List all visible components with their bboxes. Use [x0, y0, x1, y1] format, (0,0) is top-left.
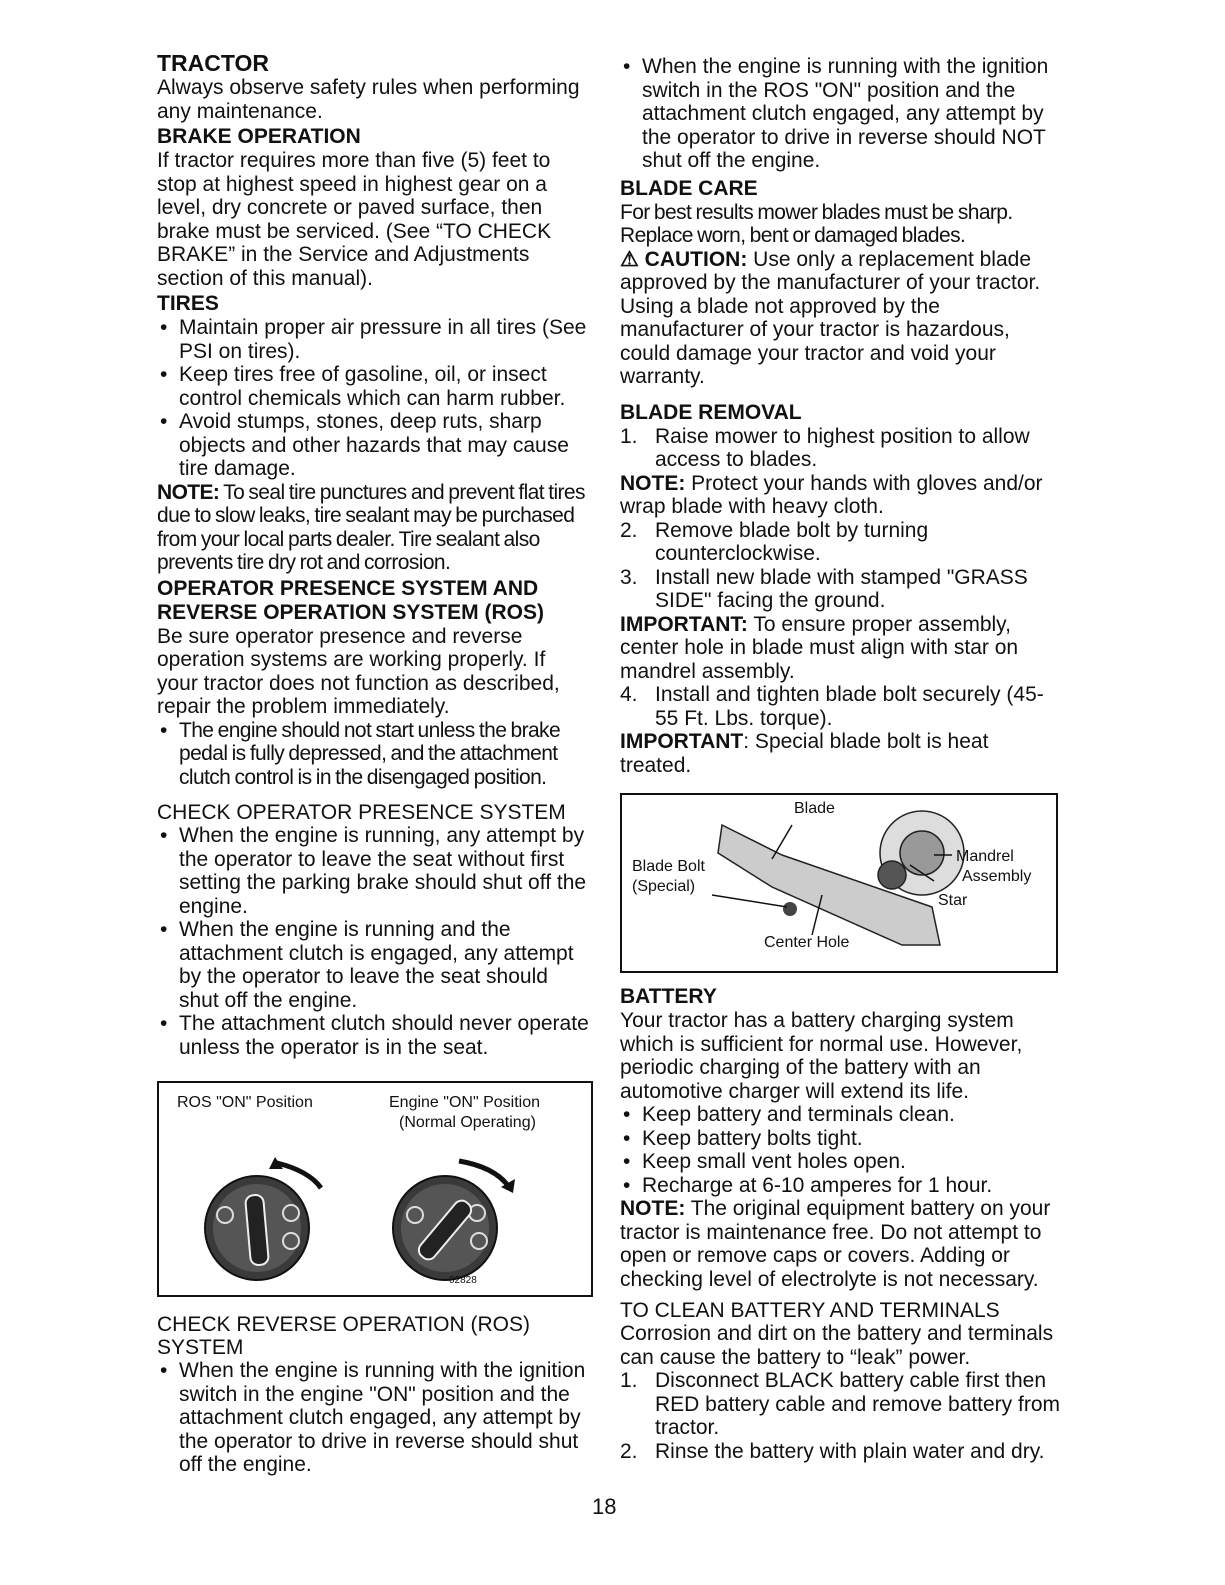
list-item: • Keep tires free of gasoline, oil, or insect control chemicals which can harm rubber.: [157, 363, 589, 410]
check-operator-heading: CHECK OPERATOR PRESENCE SYSTEM: [157, 801, 566, 824]
left-column: [157, 50, 589, 1477]
brake-heading: BRAKE OPERATION: [157, 125, 361, 148]
list-item: • Keep battery and terminals clean.: [620, 1103, 1060, 1127]
engine-on-label: Engine "ON" Position: [389, 1094, 540, 1111]
list-item: 4. Install and tighten blade bolt securely (45-55 Ft. Lbs. torque).: [620, 683, 1044, 730]
tires-heading: TIRES: [157, 292, 219, 315]
ros-on-label: ROS "ON" Position: [177, 1094, 313, 1111]
list-item: • Keep small vent holes open.: [620, 1150, 1060, 1174]
caution-label: ⚠ CAUTION:: [620, 247, 748, 271]
battery-note: NOTE: The original equipment battery on your tractor is maintenance free. Do not attempt to open or remove caps or covers. Adding or checking level of electrolyte is not necessary.: [620, 1197, 1051, 1291]
note-text: To seal tire punctures and prevent flat tires due to slow leaks, tire sealant may be purchased from your local parts dealer. Tire sealant also prevents tire dry rot and corrosion.: [157, 480, 585, 574]
blade-care-text: For best results mower blades must be sharp. Replace worn, bent or damaged blades.: [620, 200, 1013, 247]
engine-dial-icon: [393, 1161, 515, 1280]
mandrel-icon: [878, 811, 964, 895]
ignition-switch-figure: [157, 1081, 593, 1297]
list-item: 2. Remove blade bolt by turning counterclockwise.: [620, 518, 929, 565]
important-note-1: IMPORTANT: To ensure proper assembly, center hole in blade must align with star on mandrel assembly.: [620, 612, 1019, 683]
list-item: • Maintain proper air pressure in all tires (See PSI on tires).: [157, 316, 589, 363]
ops-heading: OPERATOR PRESENCE SYSTEM AND REVERSE OPERATION SYSTEM (ROS): [157, 576, 544, 624]
list-item: • When the engine is running with the ignition switch in the engine "ON" position and the attachment clutch engaged, any attempt by the operator to drive in reverse should shut off the engine.: [157, 1359, 589, 1477]
right-column: [620, 55, 1060, 1463]
tires-note: [157, 481, 589, 575]
blade-steps-2: [620, 519, 1060, 613]
center-hole-label: Center Hole: [764, 934, 850, 951]
bolt-icon: [783, 902, 797, 916]
page-number: 18: [592, 1494, 617, 1519]
ros-dial-icon: [205, 1157, 321, 1280]
list-item: • The engine should not start unless the brake pedal is fully depressed, and the attachment clutch control is in the disengaged position.: [157, 719, 589, 790]
list-item: • Keep battery bolts tight.: [620, 1127, 1060, 1151]
note-label: NOTE:: [157, 480, 220, 504]
list-item: • When the engine is running with the ignition switch in the ROS "ON" position and the attachment clutch engaged, any attempt by the operator to drive in reverse should NOT shut off the engine.: [620, 55, 1060, 173]
ros-list: [620, 55, 1060, 173]
clean-battery-text: Corrosion and dirt on the battery and terminals can cause the battery to “leak” power.: [620, 1322, 1054, 1369]
blade-note: NOTE: Protect your hands with gloves and/or wrap blade with heavy cloth.: [620, 471, 1043, 518]
blade-figure: [620, 793, 1058, 973]
brake-text: If tractor requires more than five (5) feet to stop at highest speed in highest gear on a level, dry concrete or paved surface, then brake must be serviced. (See “TO CHECK BRAKE” in the Service and Adjustments section of this manual).: [157, 149, 552, 290]
figure-code: 02828: [449, 1275, 477, 1286]
list-item: 1. Raise mower to highest position to allow access to blades.: [620, 424, 1030, 471]
caution-text: ⚠ CAUTION: Use only a replacement blade approved by the manufacturer of your tractor. Using a blade not approved by the manufacturer of your tractor is hazardous, could damage your tractor and void your warranty.: [620, 247, 1041, 388]
list-item: • The attachment clutch should never operate unless the operator is in the seat.: [157, 1012, 589, 1059]
blade-label: Blade: [794, 800, 835, 817]
blade-care-heading: BLADE CARE: [620, 176, 758, 200]
clean-battery-heading: TO CLEAN BATTERY AND TERMINALS: [620, 1299, 1000, 1322]
check-ros-heading: CHECK REVERSE OPERATION (ROS) SYSTEM: [157, 1313, 530, 1359]
normal-operating-label: (Normal Operating): [399, 1114, 536, 1131]
list-item: • When the engine is running and the attachment clutch is engaged, any attempt by the operator to leave the seat should shut off the engine.: [157, 918, 589, 1012]
blade-bolt-label-2: (Special): [632, 878, 696, 895]
blade-removal-heading: BLADE REMOVAL: [620, 400, 802, 424]
list-item: • Recharge at 6-10 amperes for 1 hour.: [620, 1174, 1060, 1198]
list-item: • Avoid stumps, stones, deep ruts, sharp objects and other hazards that may cause tire damage.: [157, 410, 589, 481]
star-label: Star: [938, 892, 968, 909]
battery-text: Your tractor has a battery charging system which is sufficient for normal use. However, periodic charging of the battery with an automotive charger will extend its life.: [620, 1009, 1023, 1103]
check-operator-list: [157, 824, 589, 1059]
list-item: 2. Rinse the battery with plain water and dry.: [620, 1439, 1045, 1463]
blade-steps-3: [620, 683, 1060, 730]
blade-steps-1: [620, 425, 1060, 472]
ops-list: [157, 719, 589, 790]
important-note-2: IMPORTANT: Special blade bolt is heat treated.: [620, 730, 989, 777]
check-ros-list: [157, 1359, 589, 1477]
battery-heading: BATTERY: [620, 985, 717, 1008]
clean-steps: [620, 1369, 1060, 1463]
list-item: 1. Disconnect BLACK battery cable first then RED battery cable and remove battery from tractor.: [620, 1369, 1061, 1439]
tires-list: [157, 316, 589, 481]
tractor-text: Always observe safety rules when performing any maintenance.: [157, 76, 580, 123]
list-item: • When the engine is running, any attempt by the operator to leave the seat without first setting the parking brake should shut off the engine.: [157, 824, 589, 918]
list-item: 3. Install new blade with stamped "GRASS SIDE" facing the ground.: [620, 565, 1028, 612]
battery-list: [620, 1103, 1060, 1197]
mandrel-label-1: Mandrel: [956, 848, 1014, 865]
ops-text: Be sure operator presence and reverse operation systems are working properly. If your tractor does not function as described, repair the problem immediately.: [157, 624, 560, 718]
tractor-heading: TRACTOR: [157, 50, 270, 76]
blade-bolt-label-1: Blade Bolt: [632, 858, 705, 875]
mandrel-label-2: Assembly: [962, 868, 1032, 885]
